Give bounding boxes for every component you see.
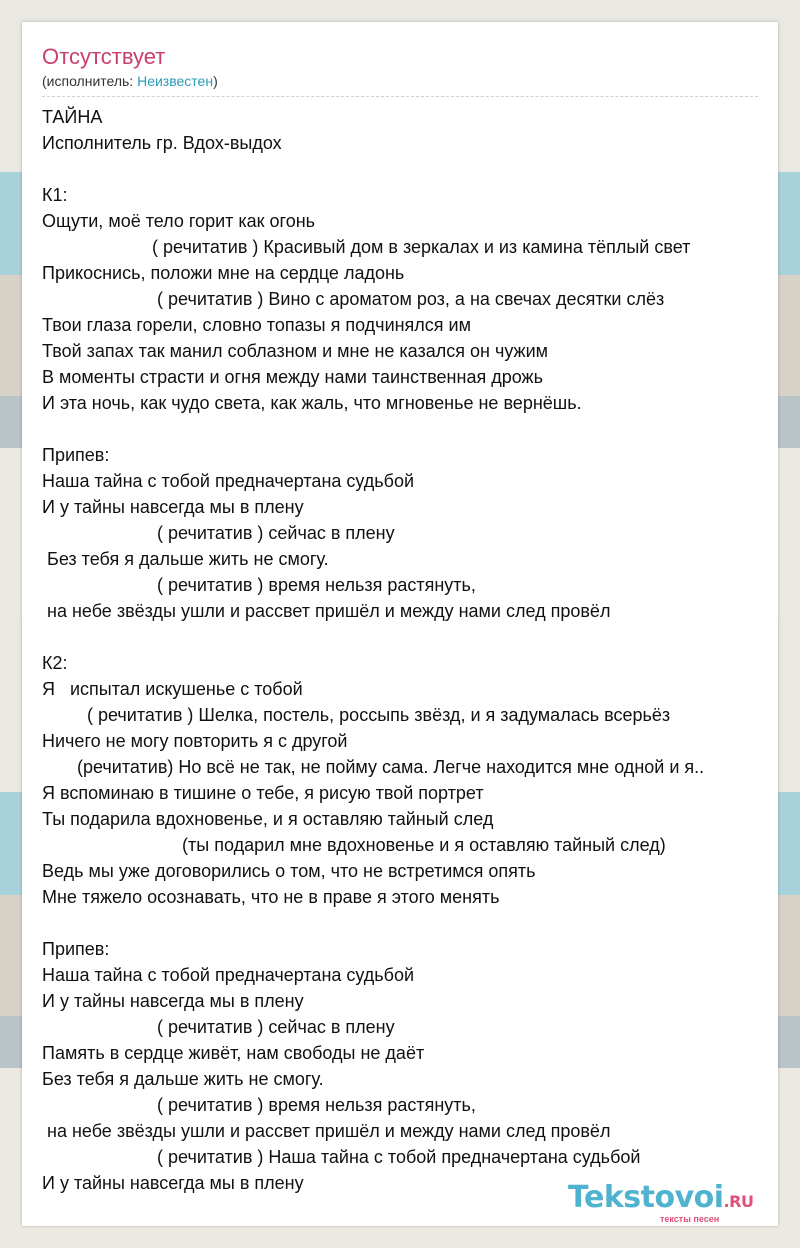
lyric-line: Ощути, моё тело горит как огонь [42,211,316,231]
lyric-line: ( речитатив ) Шелка, постель, россыпь звёзд, и я задумалась всерьёз [42,705,671,725]
artist-prefix: (исполнитель: [42,73,138,89]
lyrics-block [42,104,800,1196]
lyric-line: И у тайны навсегда мы в плену [42,991,304,1011]
lyric-line: (речитатив) Но всё не так, не пойму сама. Легче находится мне одной и я.. [42,757,705,777]
lyric-line: К1: [42,185,68,205]
logo-tld: .RU [723,1192,754,1211]
logo-tagline: тексты песен [660,1214,720,1224]
lyric-line: ( речитатив ) Красивый дом в зеркалах и из камина тёплый свет [42,237,691,257]
lyric-line: ( речитатив ) Вино с ароматом роз, а на свечах десятки слёз [42,289,665,309]
lyric-line: Твой запах так манил соблазном и мне не казался он чужим [42,341,549,361]
lyric-line: Ведь мы уже договорились о том, что не встретимся опять [42,861,536,881]
lyric-line: на небе звёзды ушли и рассвет пришёл и между нами след провёл [42,1121,611,1141]
lyric-line: Память в сердце живёт, нам свободы не даёт [42,1043,425,1063]
lyric-line: Ты подарила вдохновенье, и я оставляю тайный след [42,809,494,829]
lyric-line: ( речитатив ) сейчас в плену [42,523,395,543]
lyric-line: В моменты страсти и огня между нами таинственная дрожь [42,367,543,387]
lyric-line: ( речитатив ) Наша тайна с тобой предначертана судьбой [42,1147,641,1167]
lyric-line: Без тебя я дальше жить не смогу. [42,1069,324,1089]
song-title: Отсутствует [42,44,166,69]
lyric-line: Твои глаза горели, словно топазы я подчинялся им [42,315,471,335]
lyric-line [42,624,800,650]
logo-name: Tekstovoi [568,1180,724,1215]
lyric-line [42,910,800,936]
artist-link[interactable]: Неизвестен [137,73,214,89]
lyric-line: ( речитатив ) время нельзя растянуть, [42,575,476,595]
lyric-line: К2: [42,653,68,673]
lyric-line: Ничего не могу повторить я с другой [42,731,348,751]
lyric-line: ( речитатив ) сейчас в плену [42,1017,395,1037]
lyric-line: Я испытал искушенье с тобой [42,679,303,699]
lyric-line: Наша тайна с тобой предначертана судьбой [42,471,415,491]
lyric-line: Прикоснись, положи мне на сердце ладонь [42,263,405,283]
lyric-line: Без тебя я дальше жить не смогу. [42,549,329,569]
lyric-line: И эта ночь, как чудо света, как жаль, что мгновенье не вернёшь. [42,393,582,413]
lyric-line [42,156,800,182]
lyric-line: (ты подарил мне вдохновенье и я оставляю тайный след) [42,835,666,855]
site-logo[interactable] [568,1180,753,1215]
lyric-line: на небе звёзды ушли и рассвет пришёл и между нами след провёл [42,601,611,621]
lyric-line [42,416,800,442]
lyric-line: Мне тяжело осознавать, что не в праве я этого менять [42,887,500,907]
lyric-line: Я вспоминаю в тишине о тебе, я рисую твой портрет [42,783,484,803]
lyric-line: ТАЙНА [42,107,103,127]
lyric-line: Исполнитель гр. Вдох-выдох [42,133,282,153]
lyric-line: Припев: [42,445,110,465]
lyric-line: Припев: [42,939,110,959]
artist-line [42,73,218,89]
lyric-line: ( речитатив ) время нельзя растянуть, [42,1095,476,1115]
lyric-line: И у тайны навсегда мы в плену [42,1173,304,1193]
artist-suffix: ) [213,73,218,89]
header-divider [42,96,758,97]
lyric-line: Наша тайна с тобой предначертана судьбой [42,965,415,985]
lyric-line: И у тайны навсегда мы в плену [42,497,304,517]
